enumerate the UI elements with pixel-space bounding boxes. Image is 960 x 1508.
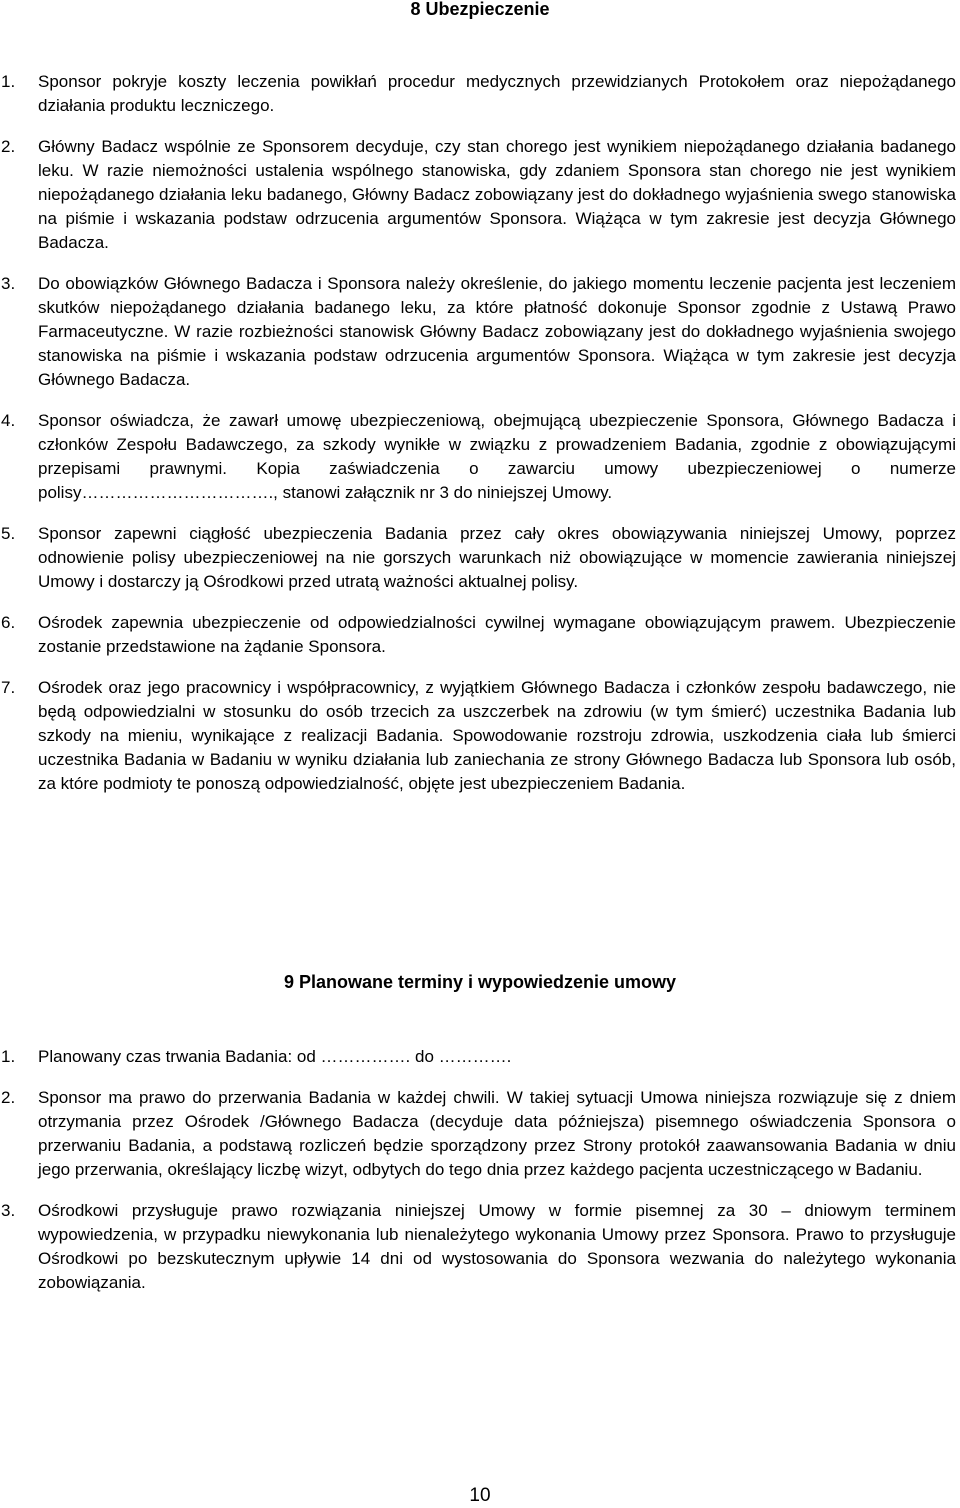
item-number: 4.: [1, 411, 16, 430]
item-text: Ośrodek zapewnia ubezpieczenie od odpowiedzialności cywilnej wymagane obowiązującym prawem. Ubezpieczenie zostanie przedstawione na żądanie Sponsora.: [38, 613, 956, 656]
item-text: Sponsor ma prawo do przerwania Badania w każdej chwili. W takiej sytuacji Umowa niniejsza rozwiązuje się z dniem otrzymania przez Ośrodek /Głównego Badacza (decyduje data późniejsza) pisemnego oświadczenia Sponsora o przerwaniu Badania, a podstawą rozliczeń będzie sporządzony przez Strony protokół zaawansowania Badania w dniu jego przerwania, określający liczbę wizyt, odbytych do tego dnia przez każdego pacjenta uczestniczącego w Badaniu.: [38, 1088, 956, 1179]
item-text: Sponsor pokryje koszty leczenia powikłań procedur medycznych przewidzianych Protokołem oraz niepożądanego działania produktu leczniczego.: [38, 72, 956, 115]
list-item: [0, 611, 960, 659]
item-number: 7.: [1, 678, 16, 697]
list-item: [0, 409, 960, 505]
item-number: 5.: [1, 524, 16, 543]
list-item: [0, 1045, 960, 1069]
item-text: Ośrodek oraz jego pracownicy i współpracownicy, z wyjątkiem Głównego Badacza i członków zespołu badawczego, nie będą odpowiedzialni w stosunku do osób trzecich za uszczerbek na zdrowiu (w tym śmierć) uczestnika Badania lub szkody na mieniu, wynikające z realizacji Badania. Spowodowanie rozstroju zdrowia, uszkodzenia ciała lub śmierci uczestnika Badania w Badaniu w wyniku działania lub zaniechania ze strony Głównego Badacza lub Sponsora lub osób, za które podmioty te ponoszą odpowiedzialność, objęte jest ubezpieczeniem Badania.: [38, 678, 956, 793]
list-item: [0, 522, 960, 594]
item-text: Planowany czas trwania Badania: od ……………. do ………….: [38, 1047, 512, 1066]
item-number: 2.: [1, 1088, 16, 1107]
section-8-heading-text: 8 Ubezpieczenie: [410, 0, 550, 19]
list-item: [0, 70, 960, 118]
section-9-list: [0, 1045, 960, 1312]
item-number: 3.: [1, 1201, 16, 1220]
item-number: 2.: [1, 137, 16, 156]
item-number: 1.: [1, 72, 16, 91]
page-number: 10: [469, 1485, 491, 1506]
list-item: [0, 272, 960, 392]
list-item: [0, 135, 960, 255]
item-number: 6.: [1, 613, 16, 632]
list-item: [0, 1086, 960, 1182]
section-9-heading-text: 9 Planowane terminy i wypowiedzenie umowy: [283, 972, 677, 992]
item-text: Sponsor oświadcza, że zawarł umowę ubezpieczeniową, obejmującą ubezpieczenie Sponsora, Głównego Badacza i członków Zespołu Badawczego, za szkody wynikłe w związku z prowadzeniem Badania, zgodnie z obowiązującymi przepisami prawnymi. Kopia zaświadczenia o zawarciu umowy ubezpieczeniowej o numerze polisy……………………………., stanowi załącznik nr 3 do niniejszej Umowy.: [38, 411, 956, 502]
item-text: Sponsor zapewni ciągłość ubezpieczenia Badania przez cały okres obowiązywania niniejszej Umowy, poprzez odnowienie polisy ubezpieczeniowej na nie gorszych warunkach niż obowiązujące w momencie zawierania niniejszej Umowy i dostarczy ją Ośrodkowi przed utratą ważności aktualnej polisy.: [38, 524, 956, 591]
section-8-list: [0, 70, 960, 813]
item-text: Do obowiązków Głównego Badacza i Sponsora należy określenie, do jakiego momentu leczenie pacjenta jest leczeniem skutków niepożądanego działania badanego leku, za które płatność dokonuje Sponsor zgodnie z Ustawą Prawo Farmaceutyczne. W razie rozbieżności stanowisk Główny Badacz zobowiązany jest do dokładnego wyjaśnienia swojego stanowiska na piśmie i wskazania podstaw odrzucenia argumentów Sponsora. Wiążąca w tym zakresie jest decyzja Głównego Badacza.: [38, 274, 956, 389]
section-9-heading: [0, 970, 960, 994]
item-text: Główny Badacz wspólnie ze Sponsorem decyduje, czy stan chorego jest wynikiem niepożądanego działania badanego leku. W razie niemożności ustalenia wspólnego stanowiska, gdy zdaniem Sponsora stan chorego nie jest wynikiem niepożądanego działania leku badanego, Główny Badacz zobowiązany jest do dokładnego wyjaśnienia swego stanowiska na piśmie i wskazania podstaw odrzucenia argumentów Sponsora. Wiążąca w tym zakresie jest decyzja Głównego Badacza.: [38, 137, 956, 252]
item-number: 3.: [1, 274, 16, 293]
list-item: [0, 676, 960, 796]
list-item: [0, 1199, 960, 1295]
section-8-heading: [0, 0, 960, 21]
item-text: Ośrodkowi przysługuje prawo rozwiązania niniejszej Umowy w formie pisemnej za 30 – dniowym terminem wypowiedzenia, w przypadku niewykonania lub nienależytego wykonania Umowy przez Sponsora. Prawo to przysługuje Ośrodkowi po bezskutecznym upływie 14 dni od wystosowania do Sponsora wezwania do należytego wykonania zobowiązania.: [38, 1201, 956, 1292]
item-number: 1.: [1, 1047, 16, 1066]
